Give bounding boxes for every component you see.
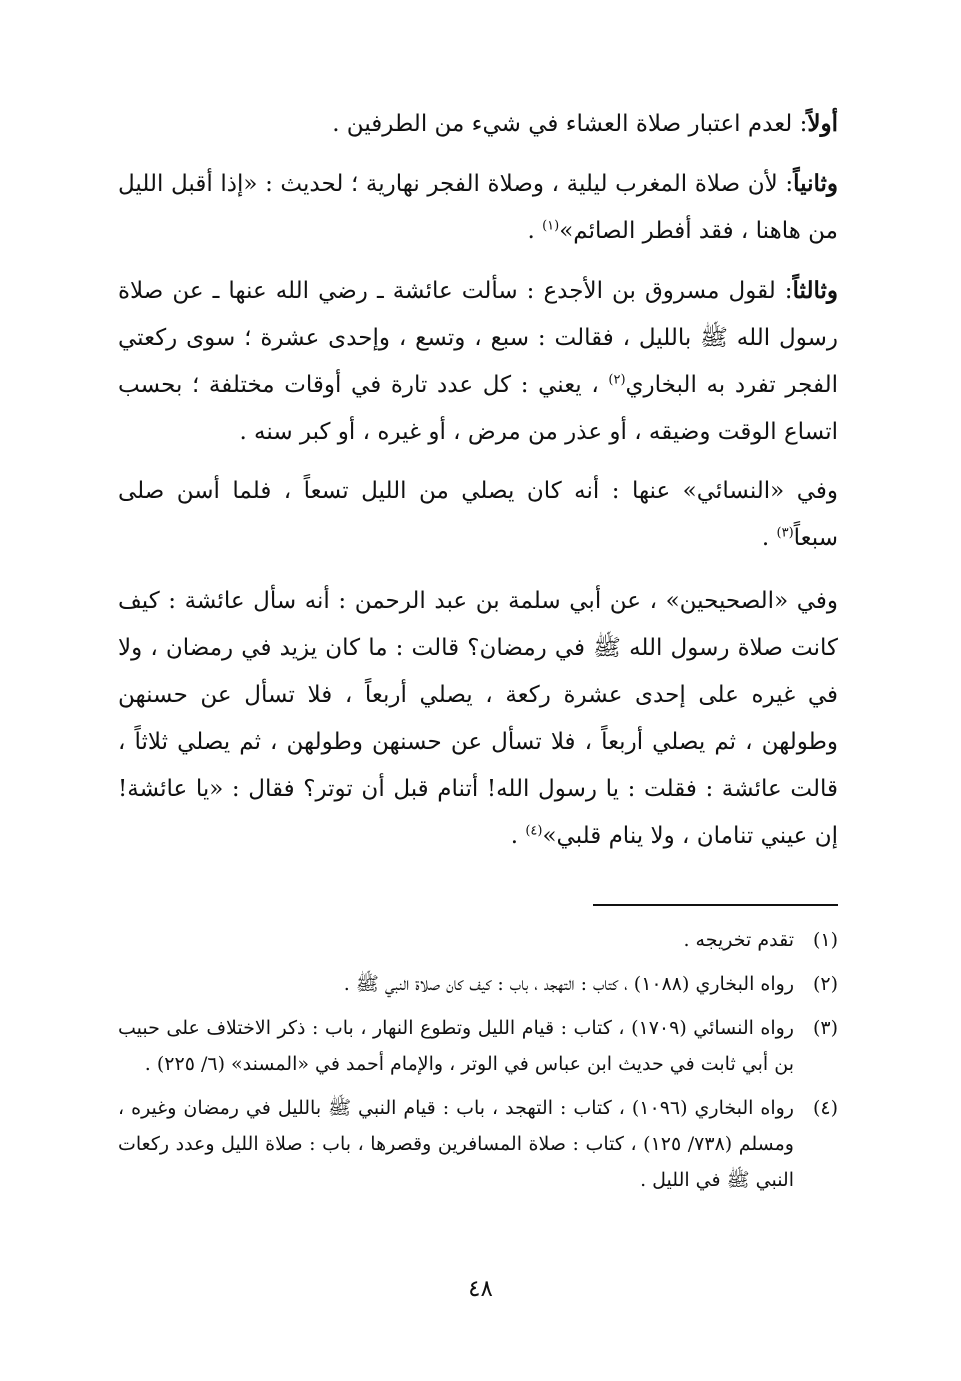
paragraph-lead: وثالثاً — [792, 277, 838, 304]
footnote-1 — [118, 922, 838, 958]
paragraph-2 — [118, 160, 838, 255]
paragraph-lead: أولاً — [807, 110, 838, 137]
paragraph-text: وفي «النسائي» عنها : أنه كان يصلي من الليل تسعاً ، فلما أسن صلى سبعاً — [118, 478, 838, 551]
paragraph-tail: . — [527, 218, 543, 244]
paragraph-tail: . — [761, 525, 777, 551]
main-text — [118, 100, 838, 860]
footnote-number: (٢) — [812, 973, 838, 995]
footnote-number: (٣) — [812, 1017, 838, 1039]
paragraph-text: وفي «الصحيحين» ، عن أبي سلمة بن عبد الرحمن : أنه سأل عائشة : كيف كانت صلاة رسول الله ﷺ في رمضان؟ قالت : ما كان يزيد في رمضان ، ولا في غيره على إحدى عشرة ركعة ، يصلي أربعاً ، فلا تسأل عن حسنهن وطولهن ، ثم يصلي أربعاً ، فلا تسأل عن حسنهن وطولهن ، ثم يصلي ثلاثاً ، قالت عائشة : فقلت : يا رسول الله! أتنام قبل أن توتر؟ فقال : «يا عائشة! إن عيني تنامان ، ولا ينام قلبي» — [118, 588, 838, 849]
footnote-4 — [118, 1090, 838, 1198]
footnote-text: رواه البخاري (١٠٨٨) ، كتاب : التهجد ، باب : كيف كان صلاة النبي ﷺ . — [343, 973, 794, 995]
paragraph-text: : لقول مسروق بن الأجدع : سألت عائشة ـ رضي الله عنها ـ عن صلاة رسول الله ﷺ بالليل ، فقالت : سبع ، وتسع ، وإحدى عشرة ؛ سوى ركعتي الفجر تفرد به البخاري — [118, 278, 839, 398]
footnote-ref: (٢) — [608, 372, 626, 388]
paragraph-5 — [118, 578, 838, 860]
footnote-ref: (٣) — [776, 525, 794, 541]
paragraph-4 — [118, 468, 838, 562]
footnote-ref: (١) — [542, 218, 560, 234]
paragraph-tail: . — [510, 823, 526, 849]
paragraph-text: : لعدم اعتبار صلاة العشاء في شيء من الطرفين . — [332, 111, 808, 137]
paragraph-text: : لأن صلاة المغرب ليلية ، وصلاة الفجر نهارية ؛ لحديث : «إذا أقبل الليل من هاهنا ، فقد أفطر الصائم» — [118, 171, 838, 244]
paragraph-3 — [118, 267, 838, 456]
footnote-number: (١) — [812, 929, 838, 951]
paragraph-lead: وثانياً — [793, 170, 838, 197]
footnote-3 — [118, 1010, 838, 1082]
page-body — [118, 100, 838, 1206]
footnote-number: (٤) — [812, 1097, 838, 1119]
footnote-divider — [593, 904, 838, 906]
footnote-text: رواه النسائي (١٧٠٩) ، كتاب : قيام الليل وتطوع النهار ، باب : ذكر الاختلاف على حبيب بن أبي ثابت في حديث ابن عباس في الوتر ، والإمام أحمد في «المسند» (٦/ ٢٢٥) . — [118, 1017, 794, 1075]
paragraph-1 — [118, 100, 838, 148]
footnote-text: تقدم تخريجه . — [683, 929, 794, 951]
footnote-ref: (٤) — [525, 823, 543, 839]
page-number: ٤٨ — [468, 1276, 493, 1302]
paragraph-tail: ، يعني : كل عدد تارة في أوقات مختلفة ؛ بحسب اتساع الوقت وضيقه ، أو عذر من مرض ، أو غيره ، أو كبر سنه . — [118, 372, 838, 445]
footnote-text: رواه البخاري (١٠٩٦) ، كتاب : التهجد ، باب : قيام النبي ﷺ بالليل في رمضان وغيره ، ومسلم (٧٣٨/ ١٢٥) ، كتاب : صلاة المسافرين وقصرها ، باب : صلاة الليل وعدد ركعات النبي ﷺ في الليل . — [118, 1097, 794, 1191]
footnotes — [118, 922, 838, 1198]
footnote-2 — [118, 966, 838, 1002]
